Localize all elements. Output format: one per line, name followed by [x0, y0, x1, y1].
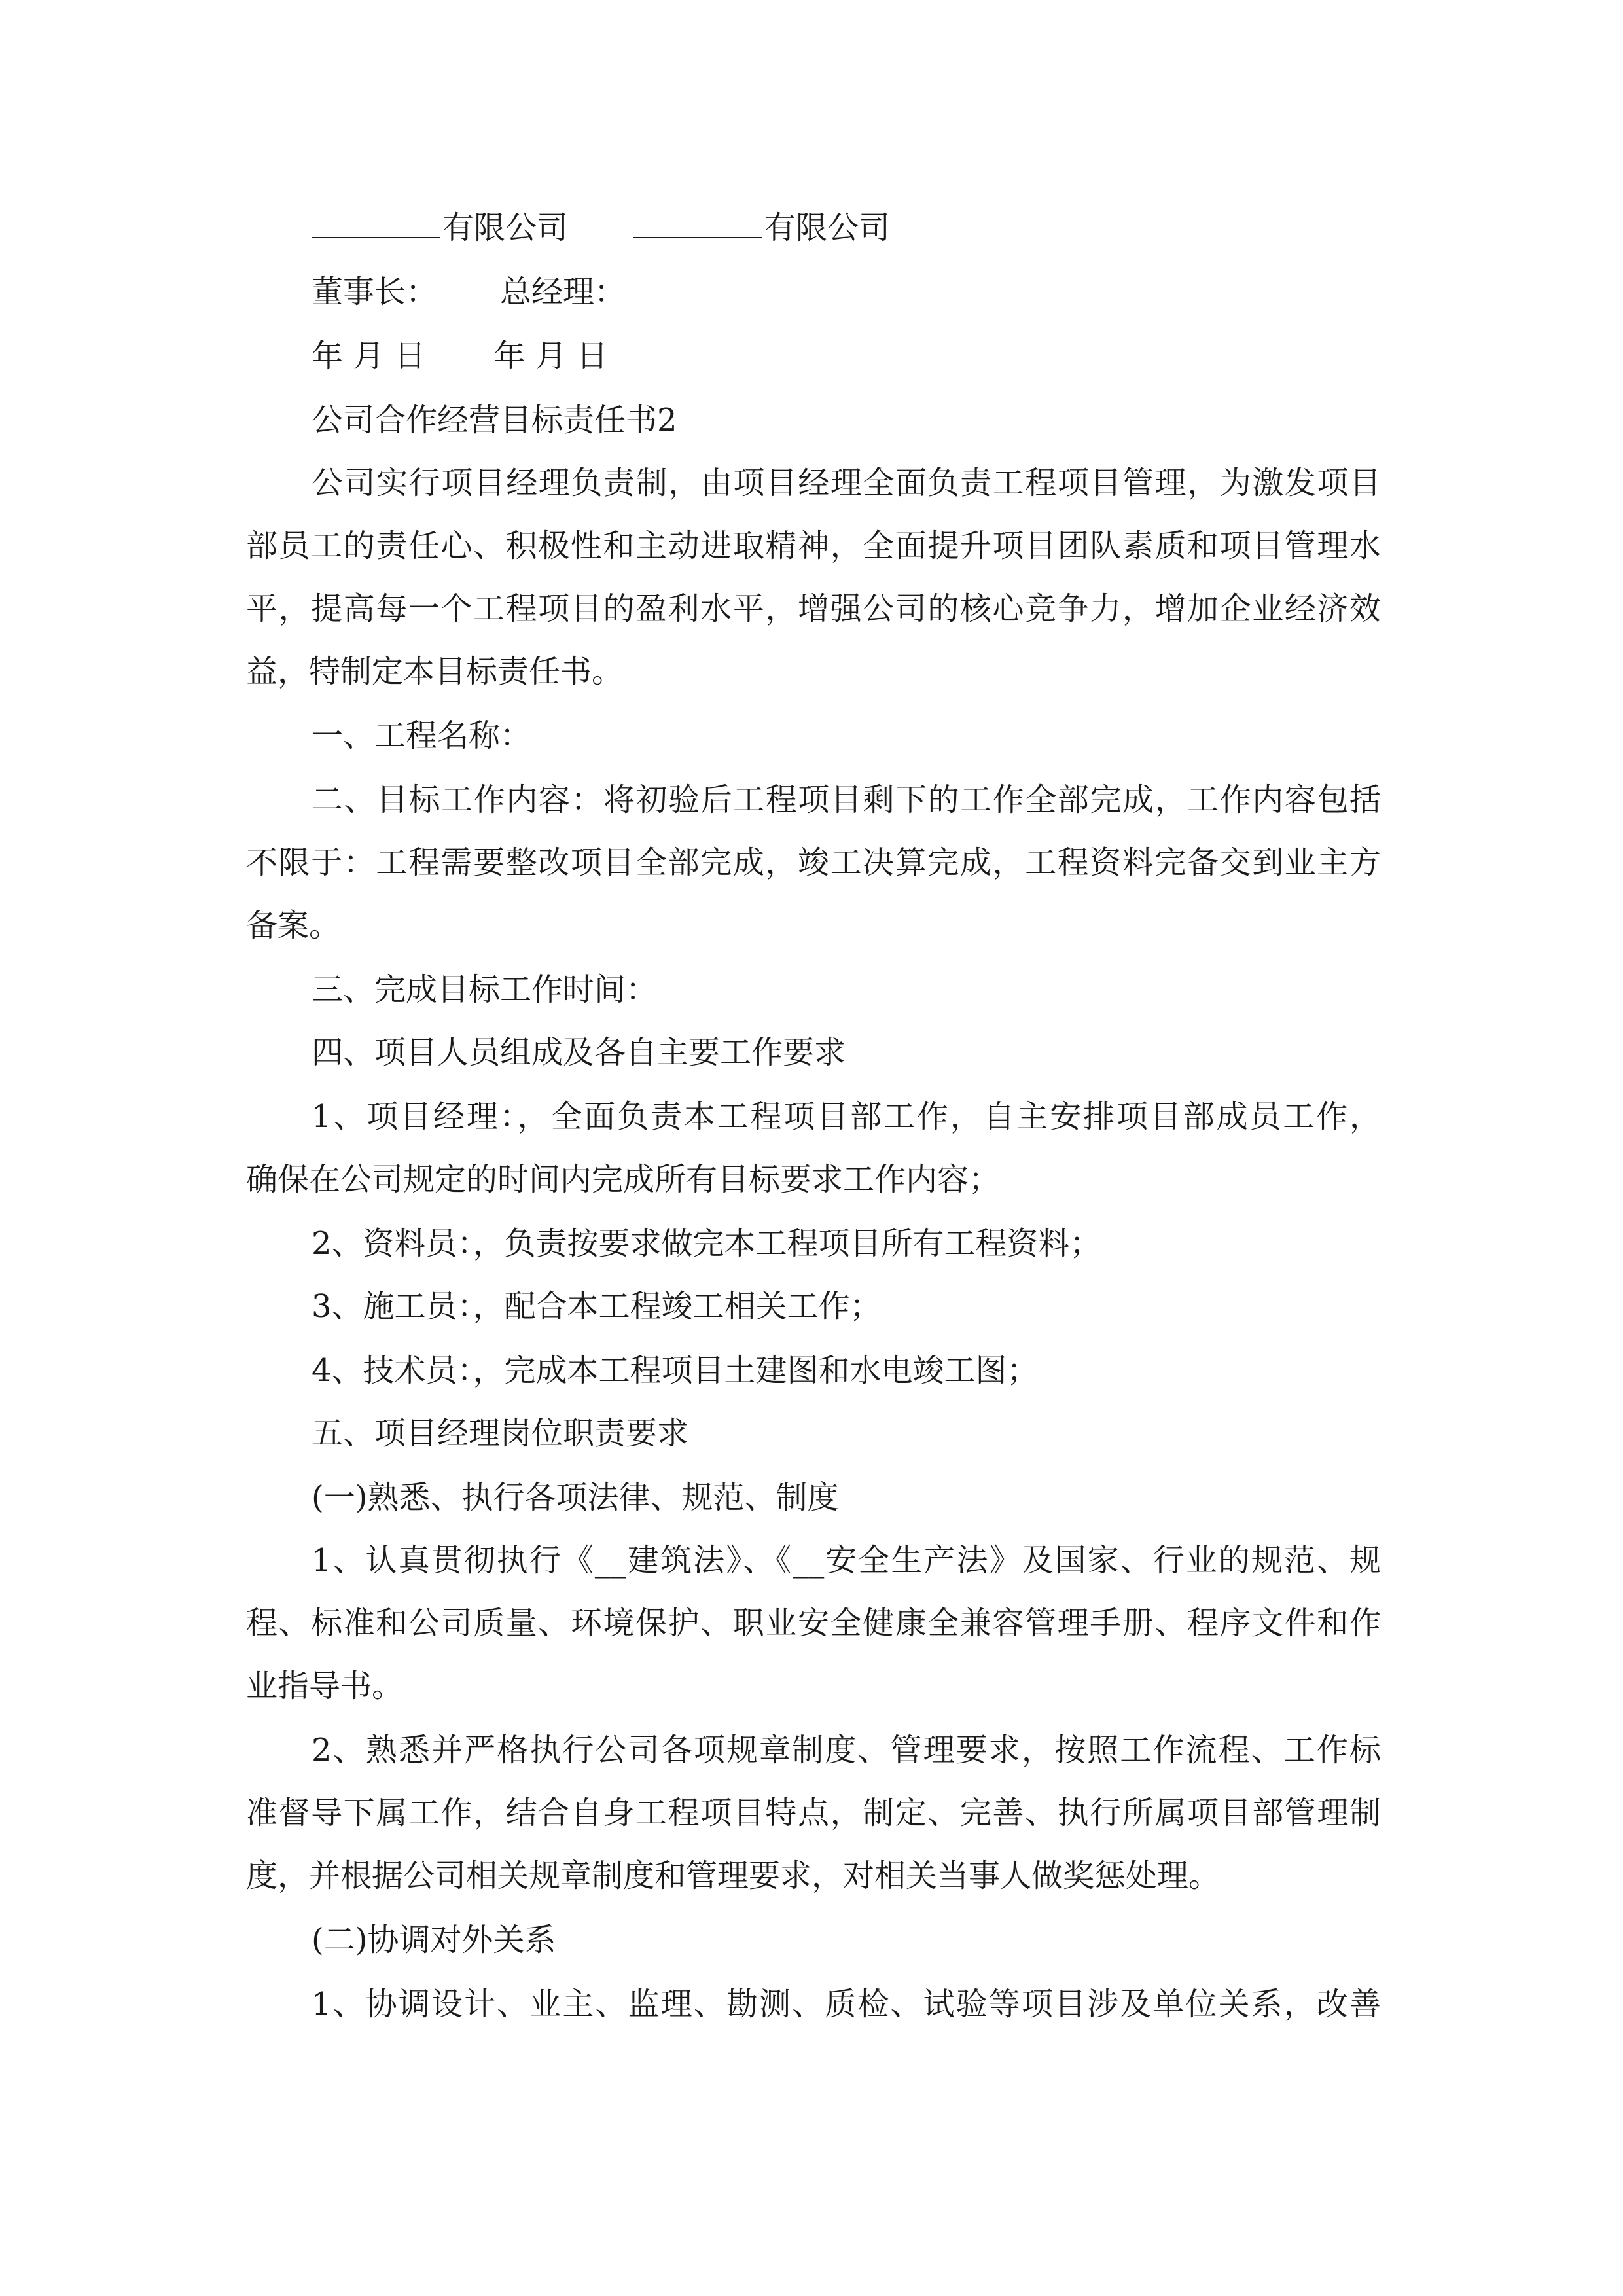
section-4-item-2: 2、资料员：，负责按要求做完本工程项目所有工程资料； — [312, 1225, 1101, 1262]
chairman-label: 董事长： — [312, 274, 438, 310]
section-5-subheading-b: (二)协调对外关系 — [312, 1922, 556, 1958]
company-signature-line — [312, 208, 890, 247]
section-5-a-item-2-line-3: 度，并根据公司相关规章制度和管理要求，对相关当事人做奖惩处理。 — [246, 1857, 1221, 1894]
officer-signature-line — [312, 272, 626, 312]
date-field-1: 年 月 日 — [312, 338, 426, 374]
section-5-a-item-1-line-3: 业指导书。 — [246, 1668, 404, 1704]
section-title: 公司合作经营目标责任书2 — [312, 402, 677, 439]
company-suffix-2: 有限公司 — [764, 209, 891, 246]
section-5-a-item-1-line-1: 1、认真贯彻执行《__建筑法》、《__安全生产法》及国家、行业的规范、规 — [312, 1542, 1381, 1579]
section-4-item-3: 3、施工员：，配合本工程竣工相关工作； — [312, 1288, 882, 1325]
section-5-subheading-a: (一)熟悉、执行各项法律、规范、制度 — [312, 1479, 839, 1516]
section-2-line-1: 二、目标工作内容：将初验后工程项目剩下的工作全部完成，工作内容包括 — [312, 781, 1381, 818]
section-5-b-item-1-line-1: 1、协调设计、业主、监理、勘测、质检、试验等项目涉及单位关系，改善 — [312, 1986, 1381, 2022]
date-line — [312, 336, 608, 376]
section-4-item-4: 4、技术员：，完成本工程项目土建图和水电竣工图； — [312, 1352, 1039, 1389]
section-5-a-item-1-line-2: 程、标准和公司质量、环境保护、职业安全健康全兼容管理手册、程序文件和作 — [246, 1605, 1381, 1641]
section-2-line-2: 不限于：工程需要整改项目全部完成，竣工决算完成，工程资料完备交到业主方 — [246, 844, 1381, 881]
section-1-heading: 一、工程名称： — [312, 717, 532, 754]
company-suffix-1: 有限公司 — [442, 209, 569, 246]
section-4-item-1-line-2: 确保在公司规定的时间内完成所有目标要求工作内容； — [246, 1161, 1001, 1198]
section-4-item-1-line-1: 1、项目经理：，全面负责本工程项目部工作，自主安排项目部成员工作， — [312, 1098, 1381, 1135]
date-field-2: 年 月 日 — [493, 338, 609, 374]
blank-underline — [312, 208, 440, 238]
section-5-a-item-2-line-2: 准督导下属工作，结合自身工程项目特点，制定、完善、执行所属项目部管理制 — [246, 1795, 1381, 1831]
section-3-heading: 三、完成目标工作时间： — [312, 971, 658, 1008]
general-manager-label: 总经理： — [500, 274, 626, 310]
intro-line-2: 部员工的责任心、积极性和主动进取精神，全面提升项目团队素质和项目管理水 — [246, 528, 1381, 564]
section-5-heading: 五、项目经理岗位职责要求 — [312, 1415, 689, 1452]
section-4-heading: 四、项目人员组成及各自主要工作要求 — [312, 1034, 846, 1071]
section-2-line-3: 备案。 — [246, 907, 341, 944]
blank-underline — [633, 208, 762, 238]
intro-line-4: 益，特制定本目标责任书。 — [246, 653, 624, 690]
intro-line-3: 平，提高每一个工程项目的盈利水平，增强公司的核心竞争力，增加企业经济效 — [246, 590, 1381, 627]
intro-line-1: 公司实行项目经理负责制，由项目经理全面负责工程项目管理，为激发项目 — [312, 465, 1381, 501]
section-5-a-item-2-line-1: 2、熟悉并严格执行公司各项规章制度、管理要求，按照工作流程、工作标 — [312, 1732, 1381, 1768]
